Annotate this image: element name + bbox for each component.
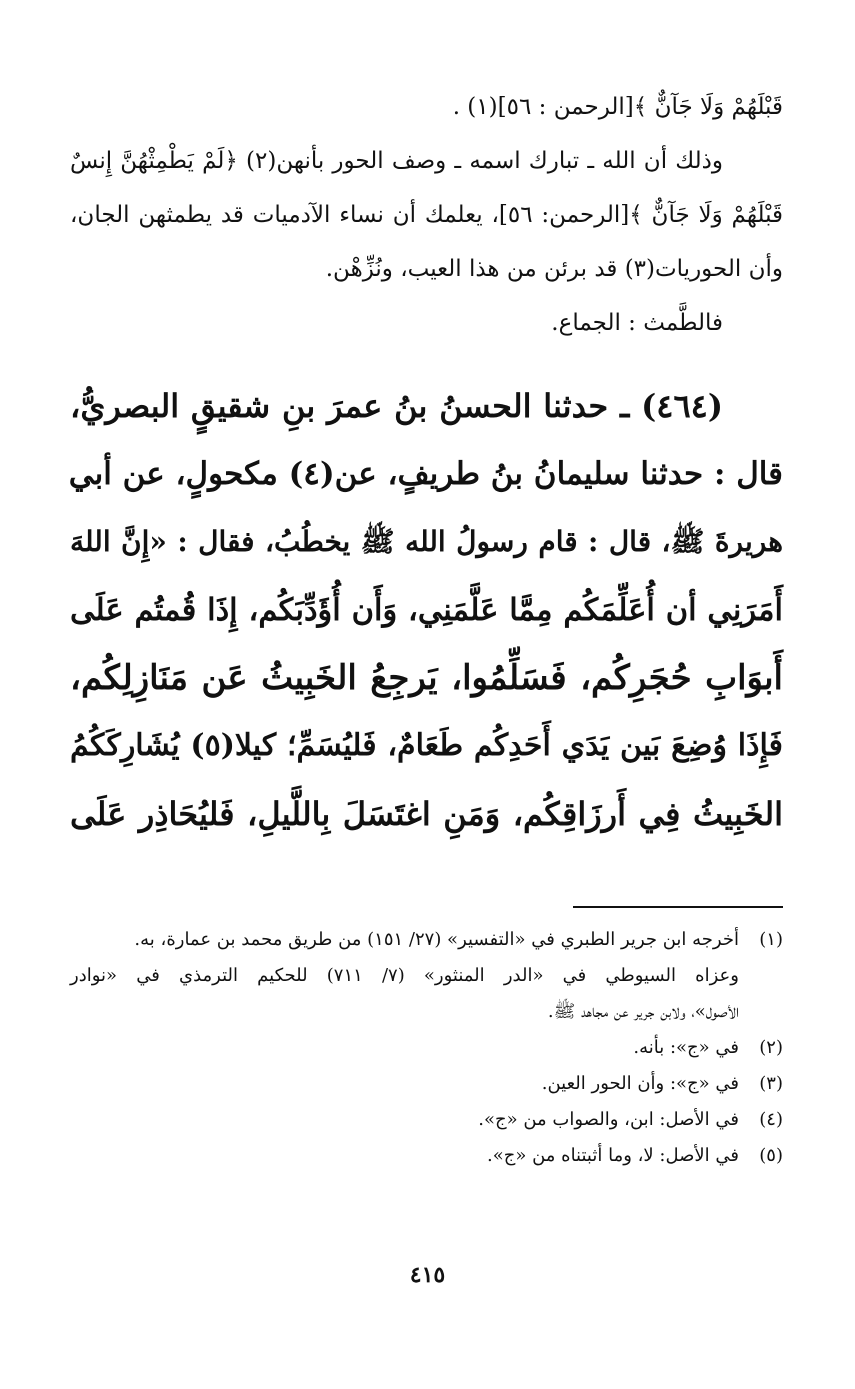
text-line: قَبْلَهُمْ وَلَا جَآنٌّ ﴾[الرحمن: ٥٦]، يعلمك أن نساء الآدميات قد يطمثهن الجان، bbox=[70, 202, 784, 228]
footnote-continuation: وعزاه السيوطي في «الدر المنثور» (٧/ ٧١١) للحكيم الترمذي في «نوادر bbox=[70, 965, 739, 986]
footnote-item bbox=[70, 1138, 783, 1174]
footnote-number: (٥) bbox=[759, 1145, 783, 1166]
hadith-line: فَإِذَا وُضِعَ بَين يَدَي أَحَدِكُم طَعَامٌ، فَليُسَمِّ؛ كيلا(٥) يُشَارِكَكُمُ bbox=[70, 728, 783, 763]
footnote-text: في الأصل: ابن، والصواب من «ج». bbox=[478, 1109, 739, 1130]
footnote-text: أخرجه ابن جرير الطبري في «التفسير» (٢٧/ ١٥١) من طريق محمد بن عمارة، به. bbox=[134, 929, 739, 950]
footnote-number: (٤) bbox=[759, 1109, 783, 1130]
hadith-block bbox=[70, 372, 783, 848]
page-number: ٤١٥ bbox=[409, 1262, 446, 1288]
hadith-line: الخَبِيثُ فِي أَرزَاقِكُم، وَمَنِ اغتَسَلَ بِاللَّيلِ، فَليُحَاذِر عَلَى bbox=[70, 795, 783, 833]
footnotes bbox=[70, 922, 783, 1174]
text-line: وذلك أن الله ـ تبارك اسمه ـ وصف الحور بأنهن(٢) ﴿لَمْ يَطْمِثْهُنَّ إِنسٌ bbox=[70, 148, 723, 174]
text-line: وأن الحوريات(٣) قد برئن من هذا العيب، ونُزِّهْن. bbox=[325, 256, 783, 282]
footnote-item bbox=[70, 1066, 783, 1102]
footnote-text: في «ج»: بأنه. bbox=[633, 1037, 739, 1058]
footnote-text: في «ج»: وأن الحور العين. bbox=[541, 1073, 739, 1094]
footnote-item bbox=[70, 922, 783, 958]
footnote-continuation: الأصول»، ولابن جرير عن مجاهد ﷺ. bbox=[547, 1001, 739, 1022]
hadith-line: أَبوَابِ حُجَرِكُم، فَسَلِّمُوا، يَرجِعُ الخَبِيثُ عَن مَنَازِلِكُم، bbox=[70, 658, 783, 698]
footnote-number: (٣) bbox=[759, 1073, 783, 1094]
hadith-line: هريرةَ ﷺ، قال : قام رسولُ الله ﷺ يخطُبُ، فقال : «إِنَّ اللهَ bbox=[70, 525, 783, 558]
hadith-line: أَمَرَنِي أن أُعَلِّمَكُم مِمَّا عَلَّمَنِي، وَأَن أُؤَدِّبَكُم، إِذَا قُمتُم عَلَى bbox=[70, 592, 783, 628]
footnote-text: في الأصل: لا، وما أثبتناه من «ج». bbox=[486, 1145, 739, 1166]
hadith-line: قال : حدثنا سليمانُ بنُ طريفٍ، عن(٤) مكحولٍ، عن أبي bbox=[68, 456, 783, 492]
page-body bbox=[70, 80, 783, 848]
footnote-item bbox=[70, 1102, 783, 1138]
footnote-number: (٢) bbox=[759, 1037, 783, 1058]
verse-line: قَبْلَهُمْ وَلَا جَآنٌّ ﴾[الرحمن : ٥٦](١) . bbox=[452, 94, 783, 120]
footnote-number: (١) bbox=[759, 929, 783, 950]
hadith-heading: (٤٦٤) ـ حدثنا الحسنُ بنُ عمرَ بنِ شقيقٍ البصريُّ، bbox=[70, 387, 723, 425]
footnote-divider bbox=[573, 906, 783, 908]
text-line: فالطَّمث : الجماع. bbox=[551, 310, 723, 336]
footnote-item bbox=[70, 1030, 783, 1066]
